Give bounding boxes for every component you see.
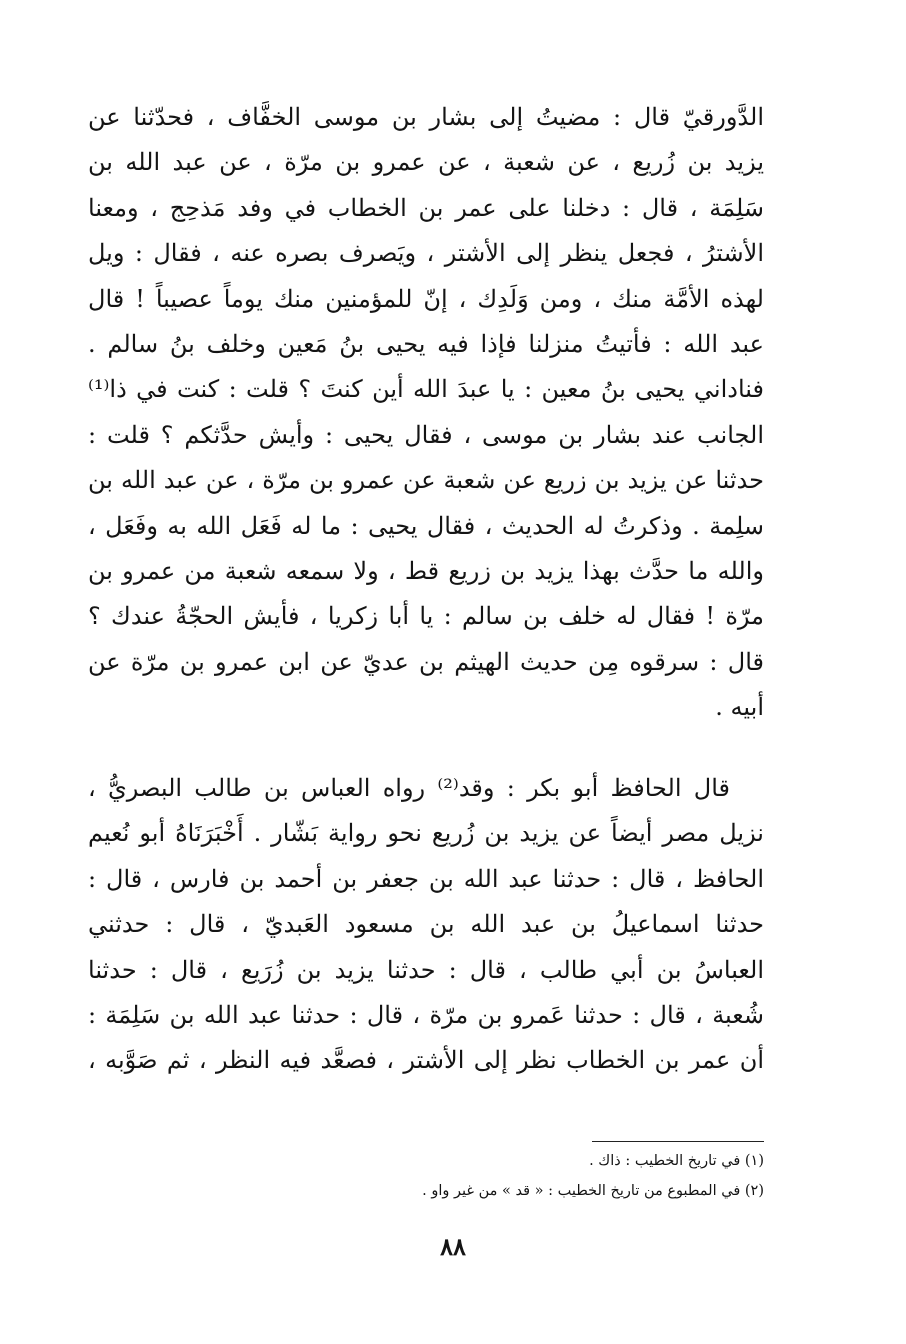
footnote-2: (٢) في المطبوع من تاريخ الخطيب : « قد » من غير واو . [422, 1183, 764, 1199]
text-line: مرّة ! فقال له خلف بن سالم : يا أبا زكريا ، فأيش الحجّةُ عندك ؟ [88, 602, 764, 631]
paragraph-narration [88, 95, 764, 730]
text-line: سَلِمَة ، قال : دخلنا على عمر بن الخطاب في وفد مَذحِج ، ومعنا [88, 193, 764, 222]
paragraph-hafiz-abu-bakr [88, 766, 764, 1084]
footnotes [260, 1146, 764, 1206]
text-line: شُعبة ، قال : حدثنا عَمرو بن مرّة ، قال : حدثنا عبد الله بن سَلِمَة : [88, 1000, 764, 1029]
text-line: الدَّورقيّ قال : مضيتُ إلى بشار بن موسى الخفَّاف ، فحدّثنا عن [88, 103, 764, 131]
text-line: والله ما حدَّث بهذا يزيد بن زريع قط ، ولا سمعه شعبة من عمرو بن [88, 556, 764, 585]
text-line: يزيد بن زُريع ، عن شعبة ، عن عمرو بن مرّة ، عن عبد الله بن [88, 148, 764, 177]
text-line: فناداني يحيى بنُ معين : يا عبدَ الله أين كنتَ ؟ قلت : كنت في ذا⁽¹⁾ [88, 375, 764, 404]
page-number: ٨٨ [440, 1232, 466, 1261]
footnote-1: (١) في تاريخ الخطيب : ذاك . [589, 1153, 764, 1169]
footnote-separator [592, 1141, 764, 1142]
text-line: حدثنا اسماعيلُ بن عبد الله بن مسعود العَبديّ ، قال : حدثني [88, 910, 764, 939]
text-line: الأشترُ ، فجعل ينظر إلى الأشتر ، ويَصرف بصره عنه ، فقال : ويل [88, 239, 764, 268]
text-line: سلِمة . وذكرتُ له الحديث ، فقال يحيى : ما له فَعَل الله به وفَعَل ، [88, 511, 764, 540]
text-line: نزيل مصر أيضاً عن يزيد بن زُريع نحو رواية بَشّار . أَخْبَرَنَاهُ أبو نُعيم [88, 819, 764, 848]
text-line: لهذه الأمَّة منك ، ومن وَلَدِك ، إنّ للمؤمنين منك يوماً عصيباً ! قال [88, 284, 764, 313]
text-line: عبد الله : فأتيتُ منزلنا فإذا فيه يحيى بنُ مَعين وخلف بنُ سالم . [88, 329, 764, 358]
text-line: قال : سرقوه مِن حديث الهيثم بن عديّ عن ابن عمرو بن مرّة عن [88, 647, 764, 676]
text-line: أبيه . [715, 693, 764, 722]
text-line: الجانب عند بشار بن موسى ، فقال يحيى : وأيش حدَّثكم ؟ قلت : [88, 420, 764, 449]
text-line: حدثنا عن يزيد بن زريع عن شعبة عن عمرو بن مرّة ، عن عبد الله بن [88, 466, 764, 495]
text-line: الحافظ ، قال : حدثنا عبد الله بن جعفر بن أحمد بن فارس ، قال : [88, 864, 764, 893]
text-line: أن عمر بن الخطاب نظر إلى الأشتر ، فصعَّد فيه النظر ، ثم صَوَّبه ، [88, 1046, 764, 1075]
text-line: قال الحافظ أبو بكر : وقد⁽²⁾ رواه العباس بن طالب البصريُّ ، [88, 774, 731, 802]
text-line: العباسُ بن أبي طالب ، قال : حدثنا يزيد بن زُرَيع ، قال : حدثنا [88, 955, 764, 984]
